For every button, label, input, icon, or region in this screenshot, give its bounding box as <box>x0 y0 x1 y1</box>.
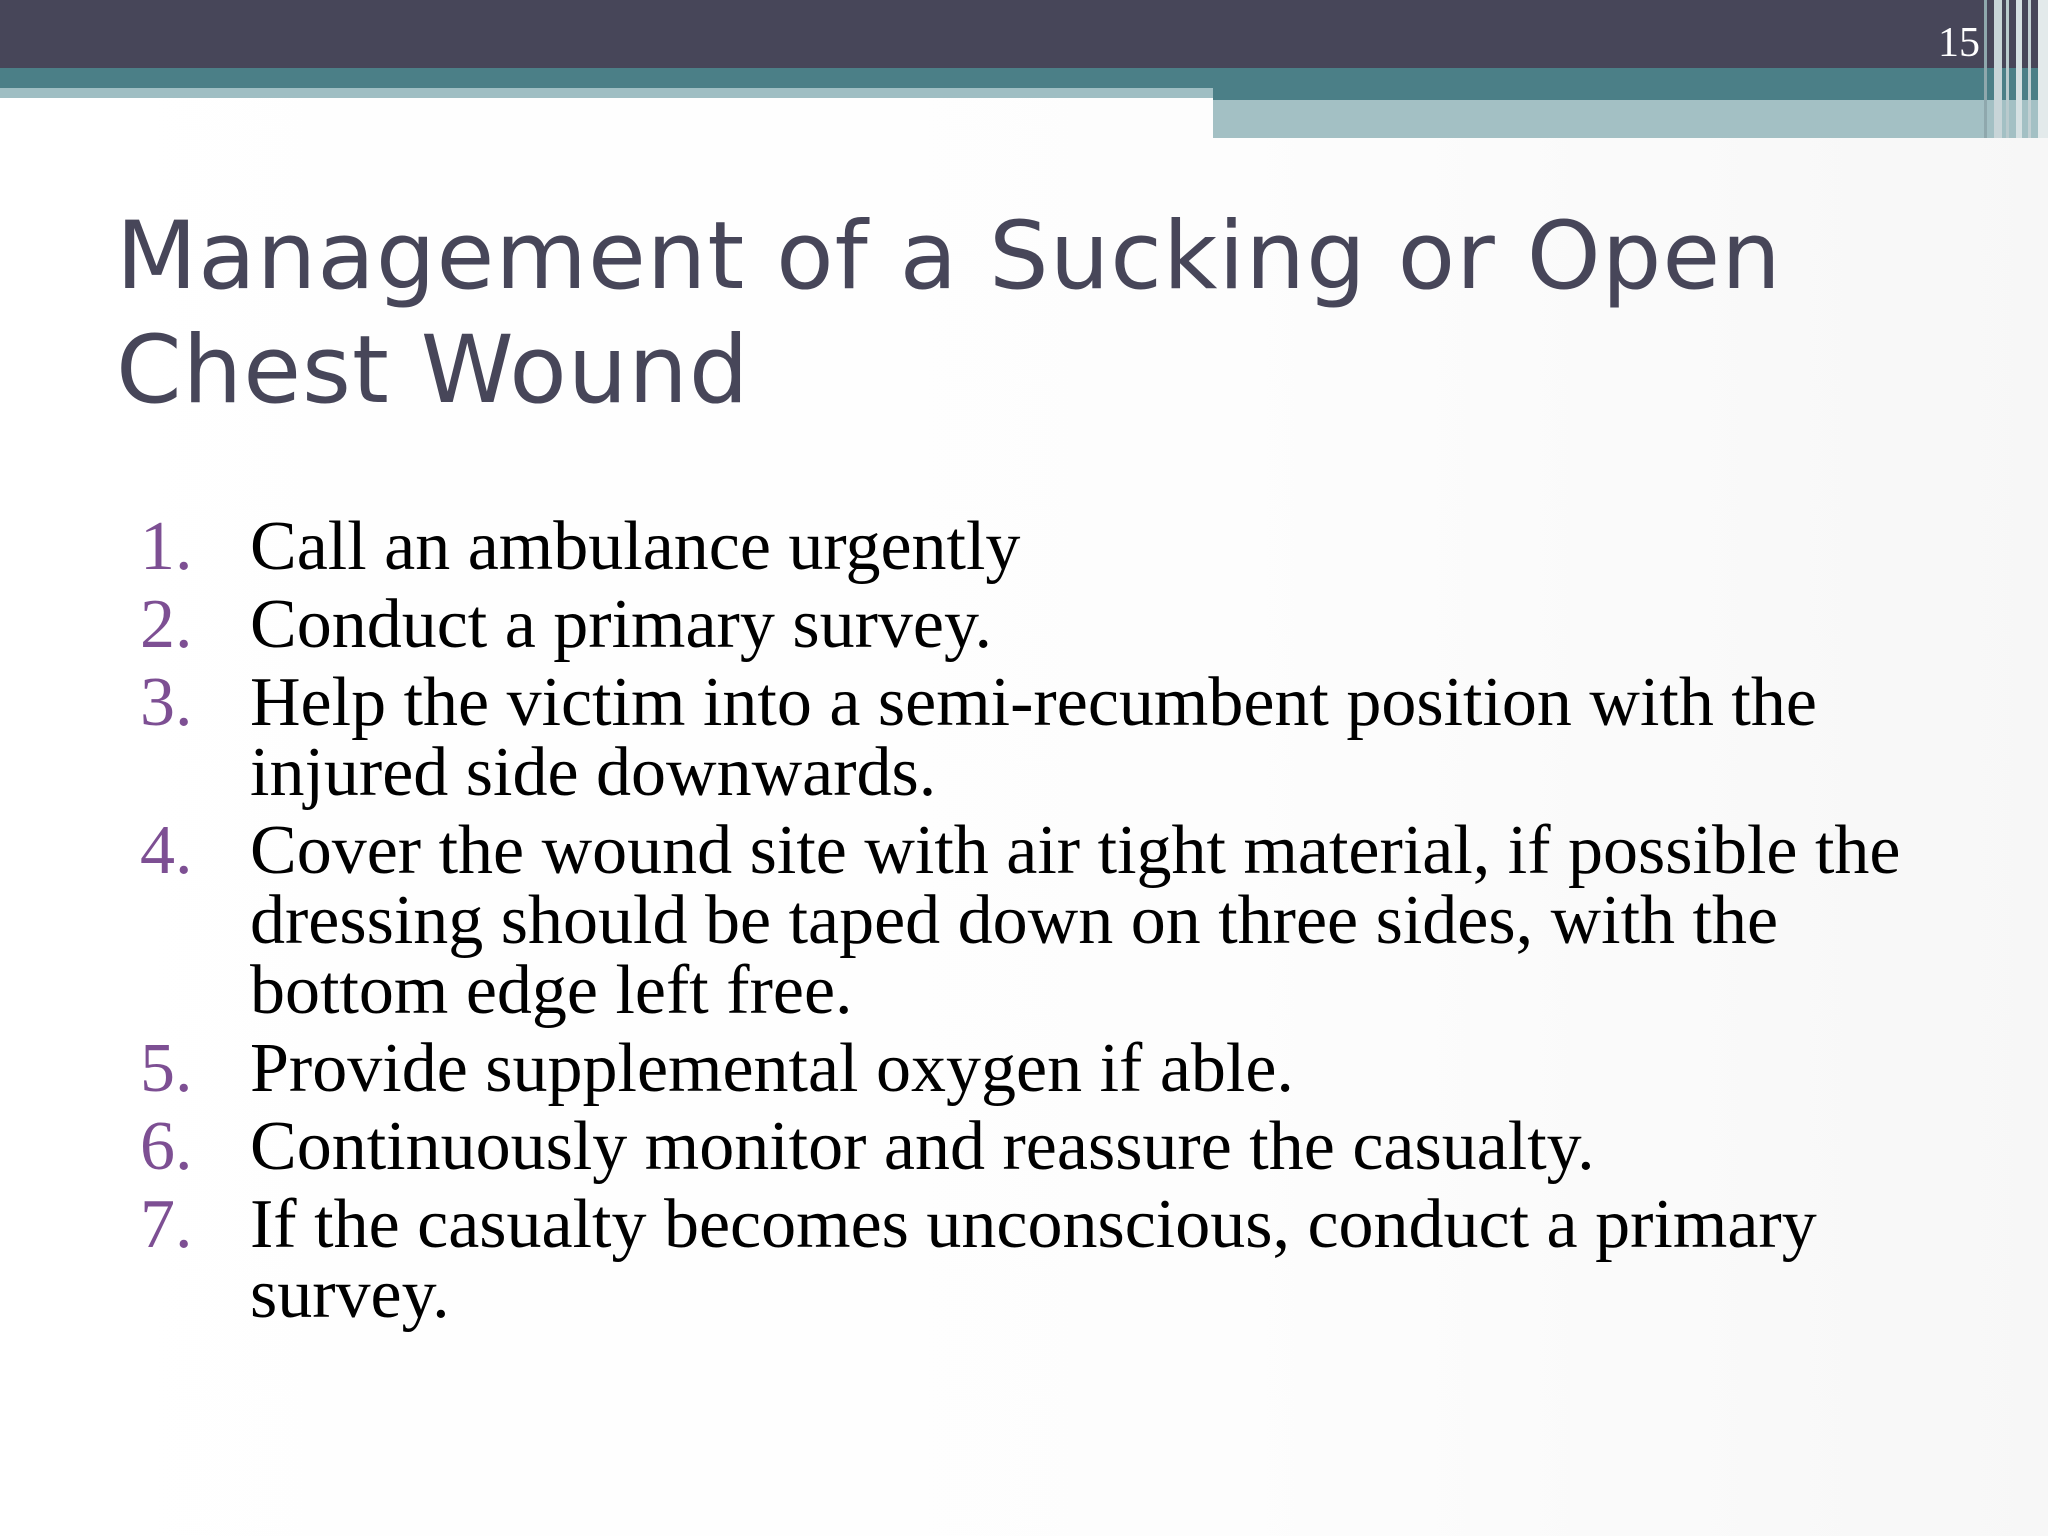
step-item <box>140 812 1940 1029</box>
step-item <box>140 1186 1940 1333</box>
step-text: Cover the wound site with air tight material, if possible the dressing should be taped down on three sides, with the bottom edge left free. <box>250 812 1901 1029</box>
step-number: 4. <box>140 812 193 889</box>
step-text: Conduct a primary survey. <box>250 586 992 663</box>
step-number: 6. <box>140 1108 193 1185</box>
header-tick-line <box>1994 0 2002 138</box>
header-tick-line <box>2038 0 2048 138</box>
steps-list <box>140 508 1940 1338</box>
step-number: 7. <box>140 1186 193 1263</box>
header-tick-line <box>2016 0 2022 138</box>
step-number: 5. <box>140 1030 193 1107</box>
step-number: 2. <box>140 586 193 663</box>
step-number: 3. <box>140 664 193 741</box>
step-text: If the casualty becomes unconscious, conduct a primary survey. <box>250 1186 1817 1333</box>
step-item <box>140 1108 1940 1185</box>
slide-title: Management of a Sucking or Open Chest Wound <box>116 202 1782 425</box>
step-text: Continuously monitor and reassure the casualty. <box>250 1108 1595 1185</box>
step-item <box>140 1030 1940 1107</box>
header-band-dark <box>0 0 2048 68</box>
step-text: Help the victim into a semi-recumbent position with the injured side downwards. <box>250 664 1817 811</box>
step-item <box>140 664 1940 811</box>
step-item <box>140 508 1940 585</box>
header-band-teal-right <box>1213 88 2048 100</box>
step-text: Call an ambulance urgently <box>250 508 1021 585</box>
step-item <box>140 586 1940 663</box>
header-tick-line <box>2006 0 2009 138</box>
header-band-teal <box>0 68 2048 88</box>
header-band-light-left <box>0 88 1213 98</box>
header-tick-line <box>2028 0 2031 138</box>
header-tick-line <box>1984 0 1987 138</box>
slide-number: 15 <box>1938 20 1980 66</box>
step-number: 1. <box>140 508 193 585</box>
header-band-pale-right <box>1213 100 2048 138</box>
step-text: Provide supplemental oxygen if able. <box>250 1030 1294 1107</box>
